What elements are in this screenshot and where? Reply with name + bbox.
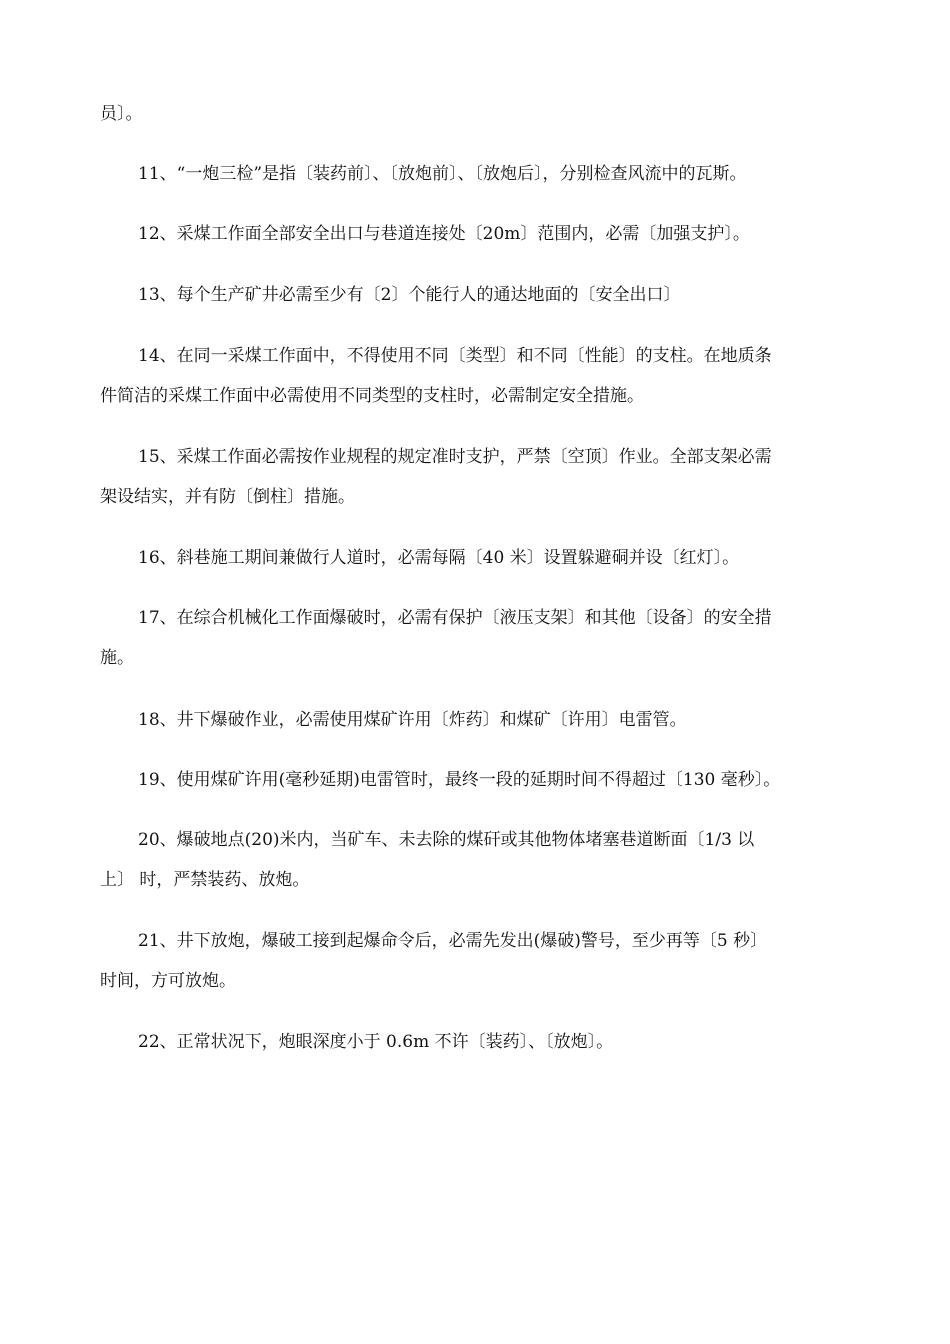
line: 上〕 时，严禁装药、放炮。: [100, 870, 310, 890]
paragraph-22: [100, 1022, 860, 1062]
paragraph-14: [100, 336, 860, 416]
line: 12、采煤工作面全部安全出口与巷道连接处〔20m〕范围内，必需〔加强支护〕。: [138, 224, 750, 244]
line: 22、正常状况下，炮眼深度小于 0.6m 不许〔装药〕、〔放炮〕。: [138, 1032, 614, 1052]
line: 21、井下放炮，爆破工接到起爆命令后，必需先发出(爆破)警号，至少再等〔5 秒〕: [138, 931, 768, 951]
paragraph-15: [100, 437, 860, 517]
line: 14、在同一采煤工作面中，不得使用不同〔类型〕和不同〔性能〕的支柱。在地质条: [138, 346, 772, 366]
paragraph-11: [100, 154, 860, 194]
paragraph-12: [100, 214, 860, 254]
paragraph-20: [100, 820, 860, 900]
line: 架设结实，并有防〔倒柱〕措施。: [100, 487, 355, 507]
paragraph-21: [100, 921, 860, 1001]
paragraph-19: [100, 760, 860, 800]
paragraph-10-tail: [100, 94, 860, 134]
line: 员〕。: [100, 104, 143, 124]
line: 18、井下爆破作业，必需使用煤矿许用〔炸药〕和煤矿〔许用〕电雷管。: [138, 710, 687, 730]
line: 15、采煤工作面必需按作业规程的规定准时支护，严禁〔空顶〕作业。全部支架必需: [138, 447, 772, 467]
line: 时间，方可放炮。: [100, 971, 236, 991]
line: 20、爆破地点(20)米内，当矿车、未去除的煤矸或其他物体堵塞巷道断面〔1/3 以: [138, 830, 755, 850]
line: 19、使用煤矿许用(毫秒延期)电雷管时，最终一段的延期时间不得超过〔130 毫秒〕。: [138, 770, 781, 790]
paragraph-18: [100, 700, 860, 740]
line: 11、“一炮三检”是指〔装药前〕、〔放炮前〕、〔放炮后〕，分别检查风流中的瓦斯。: [138, 164, 747, 184]
line: 17、在综合机械化工作面爆破时，必需有保护〔液压支架〕和其他〔设备〕的安全措: [138, 608, 772, 628]
line: 件简洁的采煤工作面中必需使用不同类型的支柱时，必需制定安全措施。: [100, 386, 644, 406]
line: 16、斜巷施工期间兼做行人道时，必需每隔〔40 米〕设置躲避硐并设〔红灯〕。: [138, 548, 740, 568]
line: 施。: [100, 648, 134, 668]
line: 13、每个生产矿井必需至少有〔2〕个能行人的通达地面的〔安全出口〕: [138, 285, 681, 305]
paragraph-17: [100, 598, 860, 678]
paragraph-13: [100, 275, 860, 315]
paragraph-16: [100, 538, 860, 578]
